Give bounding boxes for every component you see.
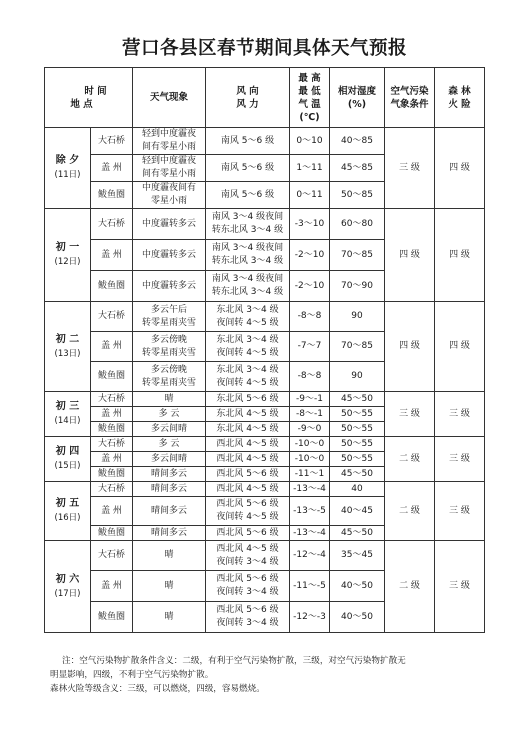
temperature-cell: 0～11 (290, 182, 330, 209)
wind-line: 南风 3～4 级夜间 (211, 274, 284, 284)
day-label: 初 六 (55, 573, 80, 585)
weather-cell (133, 332, 206, 362)
wind-line: 西北风 5～6 级 (216, 499, 279, 509)
header-time-place (45, 68, 133, 128)
day-date: (16日) (54, 513, 81, 523)
header-temperature (290, 68, 330, 128)
temperature-cell: -11～-5 (290, 571, 330, 602)
temperature-cell: -12～-4 (290, 541, 330, 571)
wind-cell (206, 182, 290, 209)
wind-line: 夜间转 4～5 级 (216, 512, 279, 522)
wind-line: 西北风 4～5 级 (216, 483, 279, 494)
weather-line: 多云间晴 (150, 423, 187, 434)
table-row (45, 541, 485, 571)
weather-line: 中度霾转多云 (141, 218, 196, 229)
day-label: 初 三 (55, 401, 80, 412)
weather-line: 中度霾夜间有 (141, 183, 196, 193)
humidity-cell: 60～80 (330, 209, 385, 240)
humidity-cell: 50～85 (330, 182, 385, 209)
humidity-cell: 70～85 (330, 240, 385, 271)
place-cell: 盖 州 (91, 155, 133, 182)
temperature-cell: -2～10 (290, 240, 330, 271)
weather-line: 轻到中度霾夜 (141, 129, 196, 139)
header-air-line: 气象条件 (390, 98, 429, 110)
wind-line: 东北风 3～4 级 (216, 334, 279, 345)
place-cell: 鲅鱼圈 (91, 467, 133, 482)
temperature-cell: -11～1 (290, 467, 330, 482)
header-humidity-line: 相对湿度 (337, 85, 376, 97)
wind-line: 转东北风 3～4 级 (211, 225, 284, 235)
wind-cell (206, 526, 290, 541)
place-cell: 鲅鱼圈 (91, 602, 133, 633)
footnote-line: 注：空气污染物扩散条件含义：二级，有利于空气污染物扩散，三级，对空气污染物扩散无 (62, 656, 406, 666)
forest-fire-cell: 三 级 (435, 482, 485, 541)
weather-line: 间有零星小雨 (141, 142, 196, 152)
humidity-cell: 90 (330, 302, 385, 332)
wind-line: 夜间转 4～5 级 (216, 377, 279, 388)
temperature-cell: -13～-5 (290, 497, 330, 526)
place-cell: 盖 州 (91, 240, 133, 271)
weather-cell (133, 602, 206, 633)
wind-line: 夜间转 4～5 级 (216, 347, 279, 358)
weather-cell (133, 362, 206, 392)
humidity-cell: 40～50 (330, 571, 385, 602)
wind-cell (206, 541, 290, 571)
day-date: (12日) (54, 257, 81, 267)
humidity-cell: 90 (330, 362, 385, 392)
wind-cell (206, 128, 290, 155)
day-cell (45, 541, 91, 633)
weather-line: 转零星雨夹雪 (141, 347, 196, 358)
weather-line: 转零星雨夹雪 (141, 317, 196, 328)
header-humidity-line: (%) (347, 98, 367, 110)
forest-fire-cell: 四 级 (435, 128, 485, 209)
weather-line: 中度霾转多云 (141, 280, 196, 291)
day-date: (17日) (54, 588, 81, 599)
weather-line: 间有零星小雨 (141, 169, 196, 179)
place-cell: 大石桥 (91, 437, 133, 452)
wind-cell (206, 407, 290, 422)
header-fire-line: 火 险 (448, 98, 471, 110)
forest-fire-cell: 四 级 (435, 302, 485, 392)
weather-line: 转零星雨夹雪 (141, 377, 196, 388)
weather-cell (133, 526, 206, 541)
header-wind (206, 68, 290, 128)
humidity-cell: 40～50 (330, 602, 385, 633)
weather-line: 晴 (164, 580, 174, 591)
place-cell: 大石桥 (91, 128, 133, 155)
header-place: 地 点 (70, 98, 93, 110)
air-pollution-cell: 三 级 (385, 392, 435, 437)
weather-line: 晴间多云 (150, 483, 187, 494)
humidity-cell: 45～85 (330, 155, 385, 182)
place-cell: 大石桥 (91, 302, 133, 332)
air-pollution-cell: 二 级 (385, 437, 435, 482)
wind-line: 西北风 4～5 级 (216, 543, 279, 554)
header-row (45, 68, 485, 128)
weather-line: 中度霾转多云 (141, 249, 196, 260)
wind-cell (206, 602, 290, 633)
table-row (45, 128, 485, 155)
weather-line: 晴 (164, 550, 174, 560)
humidity-cell: 50～55 (330, 437, 385, 452)
wind-cell (206, 362, 290, 392)
temperature-cell: -9～0 (290, 422, 330, 437)
air-pollution-cell: 四 级 (385, 302, 435, 392)
temperature-cell: -7～7 (290, 332, 330, 362)
table-row (45, 392, 485, 407)
header-fire-line: 森 林 (448, 85, 471, 97)
header-wind-direction: 风 向 (236, 85, 259, 97)
wind-line: 南风 5～6 级 (220, 162, 275, 173)
weather-line: 多 云 (158, 408, 180, 419)
wind-cell (206, 422, 290, 437)
weather-cell (133, 497, 206, 526)
day-date: (15日) (54, 461, 81, 471)
temperature-cell: -8～8 (290, 302, 330, 332)
weather-cell (133, 482, 206, 497)
table-row (45, 437, 485, 452)
weather-cell (133, 467, 206, 482)
air-pollution-cell: 三 级 (385, 128, 435, 209)
wind-cell (206, 392, 290, 407)
weather-line: 轻到中度霾夜 (141, 156, 196, 166)
forest-fire-cell: 三 级 (435, 392, 485, 437)
temperature-cell: 0～10 (290, 128, 330, 155)
header-wind-force: 风 力 (236, 98, 259, 110)
footnote-line: 森林火险等级含义：三级，可以燃烧，四级，容易燃烧。 (50, 684, 265, 694)
header-weather: 天气现象 (133, 68, 206, 128)
day-label: 初 二 (55, 333, 80, 345)
humidity-cell: 70～90 (330, 271, 385, 302)
day-date: (14日) (54, 416, 81, 426)
humidity-cell: 70～85 (330, 332, 385, 362)
weather-cell (133, 302, 206, 332)
weather-line: 晴 (164, 611, 174, 622)
humidity-cell: 35～45 (330, 541, 385, 571)
wind-line: 南风 3～4 级夜间 (211, 243, 284, 253)
weather-line: 多 云 (158, 438, 180, 449)
wind-line: 西北风 4～5 级 (216, 453, 279, 464)
header-temp-line: 气 温 (298, 98, 321, 110)
temperature-cell: -3～10 (290, 209, 330, 240)
humidity-cell: 50～55 (330, 452, 385, 467)
place-cell: 鲅鱼圈 (91, 362, 133, 392)
wind-line: 西北风 5～6 级 (216, 527, 279, 538)
place-cell: 鲅鱼圈 (91, 182, 133, 209)
humidity-cell: 40～45 (330, 497, 385, 526)
weather-line: 多云午后 (150, 304, 187, 315)
weather-cell (133, 128, 206, 155)
weather-line: 晴间多云 (150, 468, 187, 479)
temperature-cell: -10～0 (290, 437, 330, 452)
humidity-cell: 50～55 (330, 422, 385, 437)
wind-line: 转东北风 3～4 级 (211, 287, 284, 297)
wind-line: 东北风 3～4 级 (216, 364, 279, 375)
wind-cell (206, 240, 290, 271)
weather-cell (133, 407, 206, 422)
page-title: 营口各县区春节期间具体天气预报 (121, 38, 407, 59)
footnote-line: 明显影响，四级，不利于空气污染物扩散。 (50, 670, 214, 680)
wind-cell (206, 209, 290, 240)
wind-cell (206, 467, 290, 482)
day-label: 除 夕 (55, 155, 80, 166)
place-cell: 大石桥 (91, 209, 133, 240)
header-humidity (330, 68, 385, 128)
wind-cell (206, 271, 290, 302)
temperature-cell: -12～-3 (290, 602, 330, 633)
forecast-table (44, 67, 485, 633)
forest-fire-cell: 三 级 (435, 541, 485, 633)
wind-line: 西北风 5～6 级 (216, 605, 279, 615)
weather-cell (133, 571, 206, 602)
weather-line: 多云间晴 (150, 453, 187, 464)
footnotes (50, 654, 482, 696)
wind-cell (206, 437, 290, 452)
day-label: 初 四 (55, 446, 80, 457)
temperature-cell: -2～10 (290, 271, 330, 302)
air-pollution-cell: 二 级 (385, 482, 435, 541)
weather-cell (133, 541, 206, 571)
day-date: (11日) (54, 170, 81, 180)
weather-line: 多云傍晚 (150, 334, 187, 345)
air-pollution-cell: 四 级 (385, 209, 435, 302)
wind-line: 西北风 5～6 级 (216, 574, 279, 584)
header-temp-line: 最 低 (298, 85, 321, 97)
weather-cell (133, 155, 206, 182)
humidity-cell: 45～50 (330, 467, 385, 482)
weather-cell (133, 392, 206, 407)
wind-line: 东北风 5～6 级 (216, 393, 279, 404)
place-cell: 鲅鱼圈 (91, 271, 133, 302)
header-air-pollution (385, 68, 435, 128)
temperature-cell: 1～11 (290, 155, 330, 182)
weather-line: 晴 (164, 393, 174, 404)
humidity-cell: 40～85 (330, 128, 385, 155)
wind-line: 西北风 5～6 级 (216, 468, 279, 479)
table-row (45, 209, 485, 240)
temperature-cell: -8～-1 (290, 407, 330, 422)
weather-cell (133, 422, 206, 437)
weather-cell (133, 271, 206, 302)
wind-cell (206, 155, 290, 182)
day-date: (13日) (54, 348, 81, 359)
wind-line: 东北风 4～5 级 (216, 423, 279, 434)
temperature-cell: -10～0 (290, 452, 330, 467)
air-pollution-cell: 二 级 (385, 541, 435, 633)
wind-line: 东北风 4～5 级 (216, 408, 279, 419)
place-cell: 大石桥 (91, 392, 133, 407)
header-forest-fire (435, 68, 485, 128)
day-cell (45, 392, 91, 437)
header-air-line: 空气污染 (390, 85, 429, 97)
weather-cell (133, 182, 206, 209)
wind-line: 转东北风 3～4 级 (211, 256, 284, 266)
place-cell: 大石桥 (91, 541, 133, 571)
weather-cell (133, 437, 206, 452)
header-temp-line: 最 高 (298, 72, 321, 84)
header-temp-line: (℃) (299, 111, 320, 123)
weather-line: 晴间多云 (150, 527, 187, 538)
place-cell: 盖 州 (91, 497, 133, 526)
day-label: 初 五 (55, 498, 80, 509)
place-cell: 盖 州 (91, 407, 133, 422)
wind-cell (206, 482, 290, 497)
wind-cell (206, 452, 290, 467)
table-row (45, 302, 485, 332)
place-cell: 鲅鱼圈 (91, 422, 133, 437)
temperature-cell: -9～-1 (290, 392, 330, 407)
humidity-cell: 50～55 (330, 407, 385, 422)
wind-line: 夜间转 3～4 级 (216, 587, 279, 597)
forest-fire-cell: 三 级 (435, 437, 485, 482)
wind-cell (206, 497, 290, 526)
wind-line: 南风 3～4 级夜间 (211, 212, 284, 222)
wind-line: 东北风 3～4 级 (216, 304, 279, 315)
wind-line: 夜间转 3～4 级 (216, 556, 279, 567)
wind-line: 南风 5～6 级 (220, 135, 275, 146)
place-cell: 盖 州 (91, 571, 133, 602)
humidity-cell: 40 (330, 482, 385, 497)
weather-line: 晴间多云 (150, 505, 187, 516)
day-cell (45, 437, 91, 482)
humidity-cell: 45～50 (330, 526, 385, 541)
weather-cell (133, 452, 206, 467)
wind-cell (206, 302, 290, 332)
day-cell (45, 482, 91, 541)
wind-cell (206, 332, 290, 362)
weather-cell (133, 240, 206, 271)
temperature-cell: -8～8 (290, 362, 330, 392)
day-label: 初 一 (55, 242, 80, 253)
day-cell (45, 128, 91, 209)
weather-line: 多云傍晚 (150, 364, 187, 375)
wind-line: 西北风 4～5 级 (216, 438, 279, 449)
temperature-cell: -13～-4 (290, 526, 330, 541)
wind-line: 夜间转 3～4 级 (216, 618, 279, 628)
weather-line: 零星小雨 (150, 196, 187, 206)
place-cell: 盖 州 (91, 332, 133, 362)
wind-line: 夜间转 4～5 级 (216, 317, 279, 328)
weather-cell (133, 209, 206, 240)
place-cell: 大石桥 (91, 482, 133, 497)
humidity-cell: 45～50 (330, 392, 385, 407)
forest-fire-cell: 四 级 (435, 209, 485, 302)
table-row (45, 482, 485, 497)
day-cell (45, 209, 91, 302)
header-time: 时 间 (84, 85, 107, 97)
place-cell: 盖 州 (91, 452, 133, 467)
temperature-cell: -13～-4 (290, 482, 330, 497)
place-cell: 鲅鱼圈 (91, 526, 133, 541)
wind-line: 南风 5～6 级 (220, 189, 275, 200)
wind-cell (206, 571, 290, 602)
day-cell (45, 302, 91, 392)
